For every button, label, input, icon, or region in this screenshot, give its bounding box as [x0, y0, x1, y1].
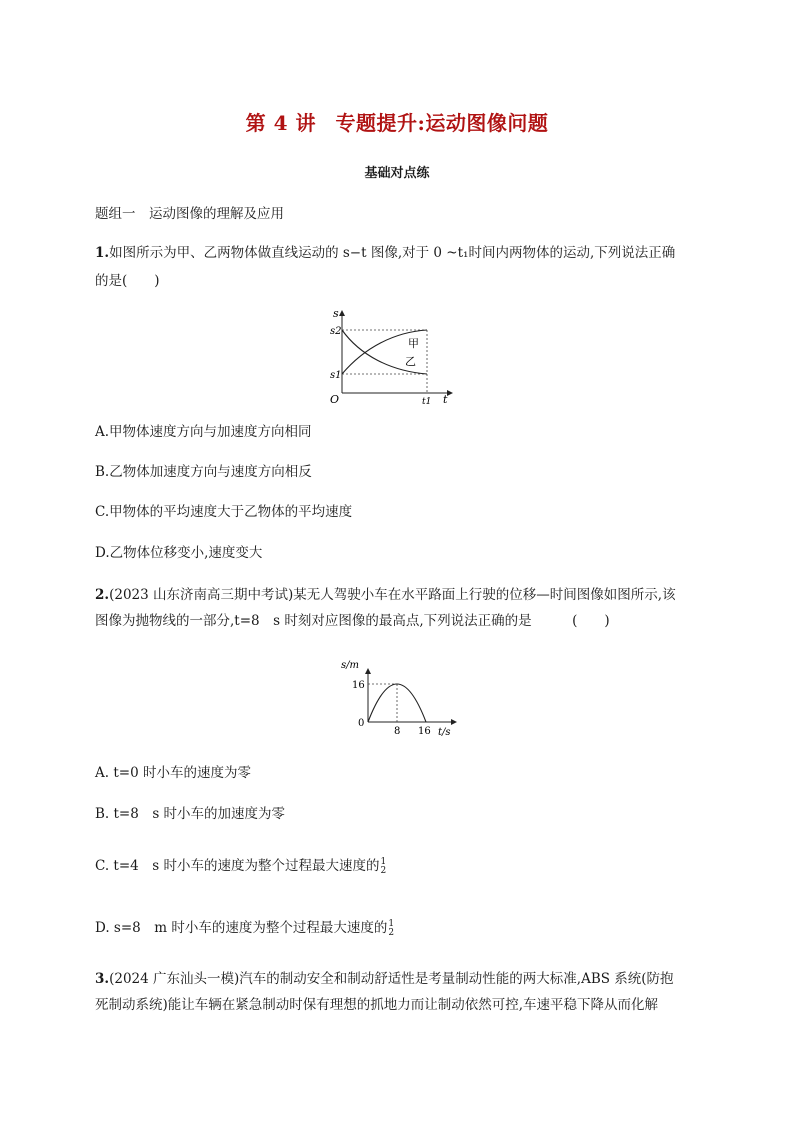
fraction-denominator: 2: [380, 865, 387, 876]
q1-s-t-graph: [330, 305, 460, 405]
q1-option-d: D.乙物体位移变小,速度变大: [95, 545, 263, 561]
q3-stem-line1: [95, 970, 674, 988]
q2-y-tick-16: 16: [352, 680, 365, 691]
q1-option-b: B.乙物体加速度方向与速度方向相反: [95, 464, 312, 480]
page-title: [0, 107, 794, 136]
q3-text: (2024 广东汕头一模)汽车的制动安全和制动舒适性是考量制动性能的两大标准,ABS 系统(防抱: [109, 971, 674, 987]
q2-option-a: A. t=0 时小车的速度为零: [95, 765, 251, 781]
q2-option-d: [95, 919, 394, 938]
q2-x-tick-16: 16: [418, 726, 431, 737]
q1-option-c: C.甲物体的平均速度大于乙物体的平均速度: [95, 504, 353, 520]
q1-x-label: t: [443, 393, 448, 405]
q1-y-label: s: [333, 307, 339, 320]
q1-yi-label: 乙: [405, 355, 416, 368]
fraction-denominator: 2: [388, 927, 395, 938]
q1-number: 1.: [95, 245, 110, 261]
q1-s2-label: s2: [330, 326, 342, 337]
q1-option-a: A.甲物体速度方向与加速度方向相同: [95, 424, 312, 440]
q1-jia-label: 甲: [408, 337, 419, 350]
topic-group-heading: 题组一 运动图像的理解及应用: [95, 206, 284, 222]
q2-s-t-graph: [338, 655, 463, 740]
q2-y-label: s/m: [341, 660, 359, 671]
q3-number: 3.: [95, 971, 110, 987]
q1-t1-label: t1: [422, 397, 432, 405]
q3-stem-line2: 死制动系统)能让车辆在紧急制动时保有理想的抓地力而让制动依然可控,车速平稳下降从而化解: [95, 997, 659, 1013]
q1-stem-line2: 的是( ): [95, 273, 160, 289]
q2-text: (2023 山东济南高三期中考试)某无人驾驶小车在水平路面上行驶的位移—时间图像如图所示,该: [109, 587, 676, 603]
fraction-numerator: 1: [388, 918, 395, 929]
q2-x-label: t/s: [438, 727, 451, 738]
fraction-numerator: 1: [380, 856, 387, 867]
q1-s1-label: s1: [330, 370, 342, 381]
q2-origin: 0: [358, 718, 365, 729]
q2-stem-line1: [95, 586, 676, 604]
q1-origin: O: [330, 393, 340, 405]
q2-option-d-fraction: [388, 920, 394, 938]
q2-option-b: B. t=8 s 时小车的加速度为零: [95, 806, 286, 822]
lecture-topic: 专题提升:运动图像问题: [335, 111, 549, 135]
q2-number: 2.: [95, 587, 110, 603]
q2-option-c: [95, 857, 386, 876]
q1-stem-line1: [95, 244, 675, 262]
q2-option-d-text: D. s=8 m 时小车的速度为整个过程最大速度的: [95, 920, 388, 936]
q2-option-c-fraction: [380, 858, 386, 876]
q2-option-c-text: C. t=4 s 时小车的速度为整个过程最大速度的: [95, 858, 380, 874]
q1-text: 如图所示为甲、乙两物体做直线运动的 s−t 图像,对于 0 ~t₁时间内两物体的运动,下列说法正确: [109, 245, 676, 261]
section-subtitle: 基础对点练: [364, 166, 430, 181]
lecture-number: 第 4 讲: [245, 111, 316, 135]
q2-x-tick-8: 8: [394, 726, 401, 737]
q2-stem-line2: 图像为抛物线的一部分,t=8 s 时刻对应图像的最高点,下列说法正确的是 ( ): [95, 613, 610, 629]
